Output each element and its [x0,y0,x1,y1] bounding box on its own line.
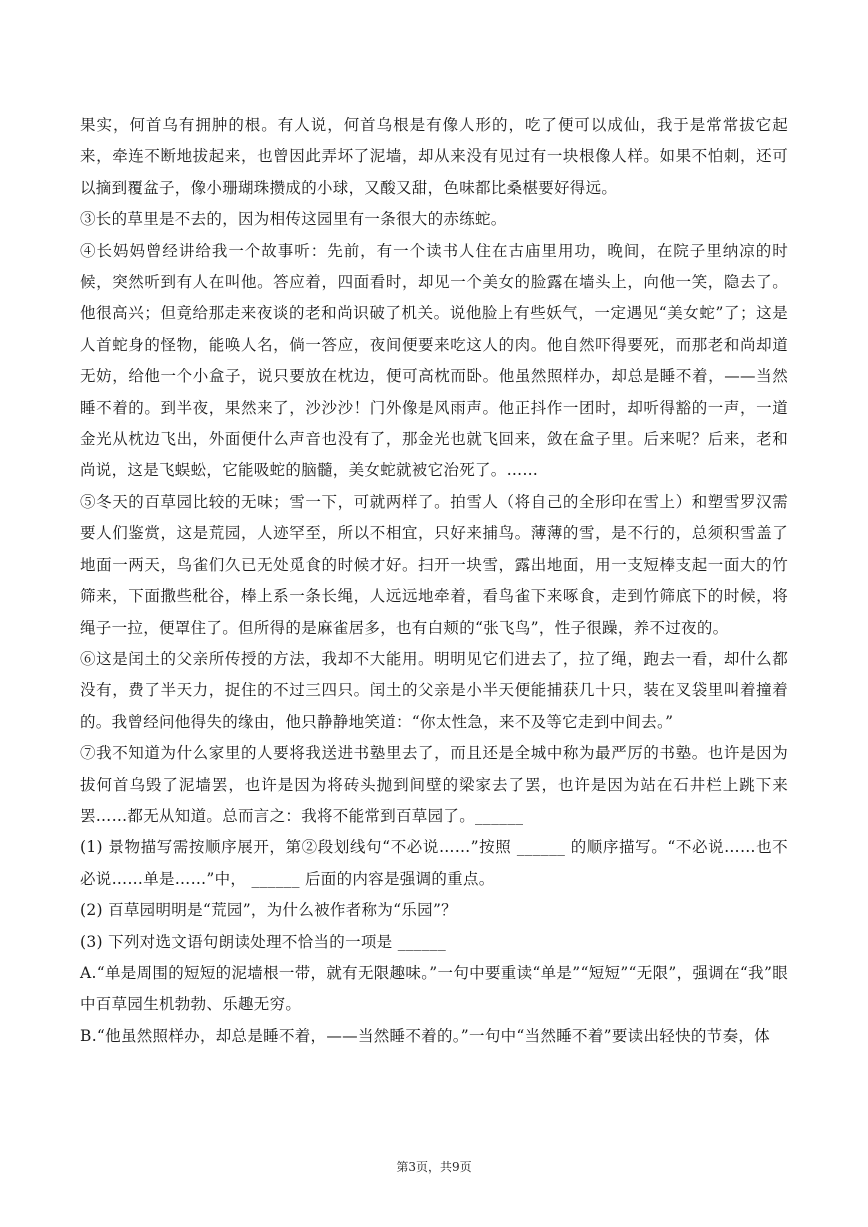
paragraph-continuation: 果实，何首乌有拥肿的根。有人说，何首乌根是有像人形的，吃了便可以成仙，我于是常常拔它起来，牵连不断地拔起来，也曾因此弄坏了泥墙，却从来没有见过有一块根像人样。如果不怕刺，还可以摘到覆盆子，像小珊瑚珠攒成的小球，又酸又甜，色味都比桑椹要好得远。 [80,116,788,197]
question-2: (2) 百草园明明是“荒园”，为什么被作者称为“乐园”？ [80,901,457,920]
question-1: (1) 景物描写需按顺序展开，第②段划线句“不必说……”按照 ______ 的顺序描写。“不必说……也不必说……单是……”中， ______ 后面的内容是强调的重点。 [80,838,788,888]
option-b: B.“他虽然照样办，却总是睡不着，——当然睡不着的。”一句中“当然睡不着”要读出轻快的节奏，体 [80,1026,770,1045]
question-3: (3) 下列对选文语句朗读处理不恰当的一项是 ______ [80,932,447,951]
paragraph-5: ⑤冬天的百草园比较的无味；雪一下，可就两样了。拍雪人（将自己的全形印在雪上）和塑雪罗汉需要人们鉴赏，这是荒园，人迹罕至，所以不相宜，只好来捕鸟。薄薄的雪，是不行的，总须积雪盖了地面一两天，鸟雀们久已无处觅食的时候才好。扫开一块雪，露出地面，用一支短棒支起一面大的竹筛来，下面撒些秕谷，棒上系一条长绳，人远远地牵着，看鸟雀下来啄食，走到竹筛底下的时候，将绳子一拉，便罩住了。但所得的是麻雀居多，也有白颊的“张飞鸟”，性子很躁，养不过夜的。 [80,492,788,637]
paragraph-4: ④长妈妈曾经讲给我一个故事听：先前，有一个读书人住在古庙里用功，晚间，在院子里纳凉的时候，突然听到有人在叫他。答应着，四面看时，却见一个美女的脸露在墙头上，向他一笑，隐去了。他很高兴；但竟给那走来夜谈的老和尚识破了机关。说他脸上有些妖气，一定遇见“美女蛇”了；这是人首蛇身的怪物，能唤人名，倘一答应，夜间便要来吃这人的肉。他自然吓得要死，而那老和尚却道无妨，给他一个小盒子，说只要放在枕边，便可高枕而卧。他虽然照样办，却总是睡不着，——当然睡不着的。到半夜，果然来了，沙沙沙！门外像是风雨声。他正抖作一团时，却听得豁的一声，一道金光从枕边飞出，外面便什么声音也没有了，那金光也就飞回来，敛在盒子里。后来呢？后来，老和尚说，这是飞蜈蚣，它能吸蛇的脑髓，美女蛇就被它治死了。…… [80,241,788,480]
paragraph-7: ⑦我不知道为什么家里的人要将我送进书塾里去了，而且还是全城中称为最严厉的书塾。也许是因为拔何首乌毁了泥墙罢，也许是因为将砖头抛到间壁的梁家去了罢，也许是因为站在石井栏上跳下来罢……都无从知道。总而言之：我将不能常到百草园了。______ [80,744,788,825]
paragraph-6: ⑥这是闰土的父亲所传授的方法，我却不大能用。明明见它们进去了，拉了绳，跑去一看，却什么都没有，费了半天力，捉住的不过三四只。闰土的父亲是小半天便能捕获几十只，装在叉袋里叫着撞着的。我曾经问他得失的缘由，他只静静地笑道：“你太性急，来不及等它走到中间去。” [80,649,788,731]
page-footer: 第3页，共9页 [396,1160,472,1174]
option-a: A.“单是周围的短短的泥墙根一带，就有无限趣味。”一句中要重读“单是”“短短”“无限”，强调在“我”眼中百草园生机勃勃、乐趣无穷。 [80,963,788,1014]
document-body [80,110,788,1052]
paragraph-3: ③长的草里是不去的，因为相传这园里有一条很大的赤练蛇。 [80,210,507,229]
